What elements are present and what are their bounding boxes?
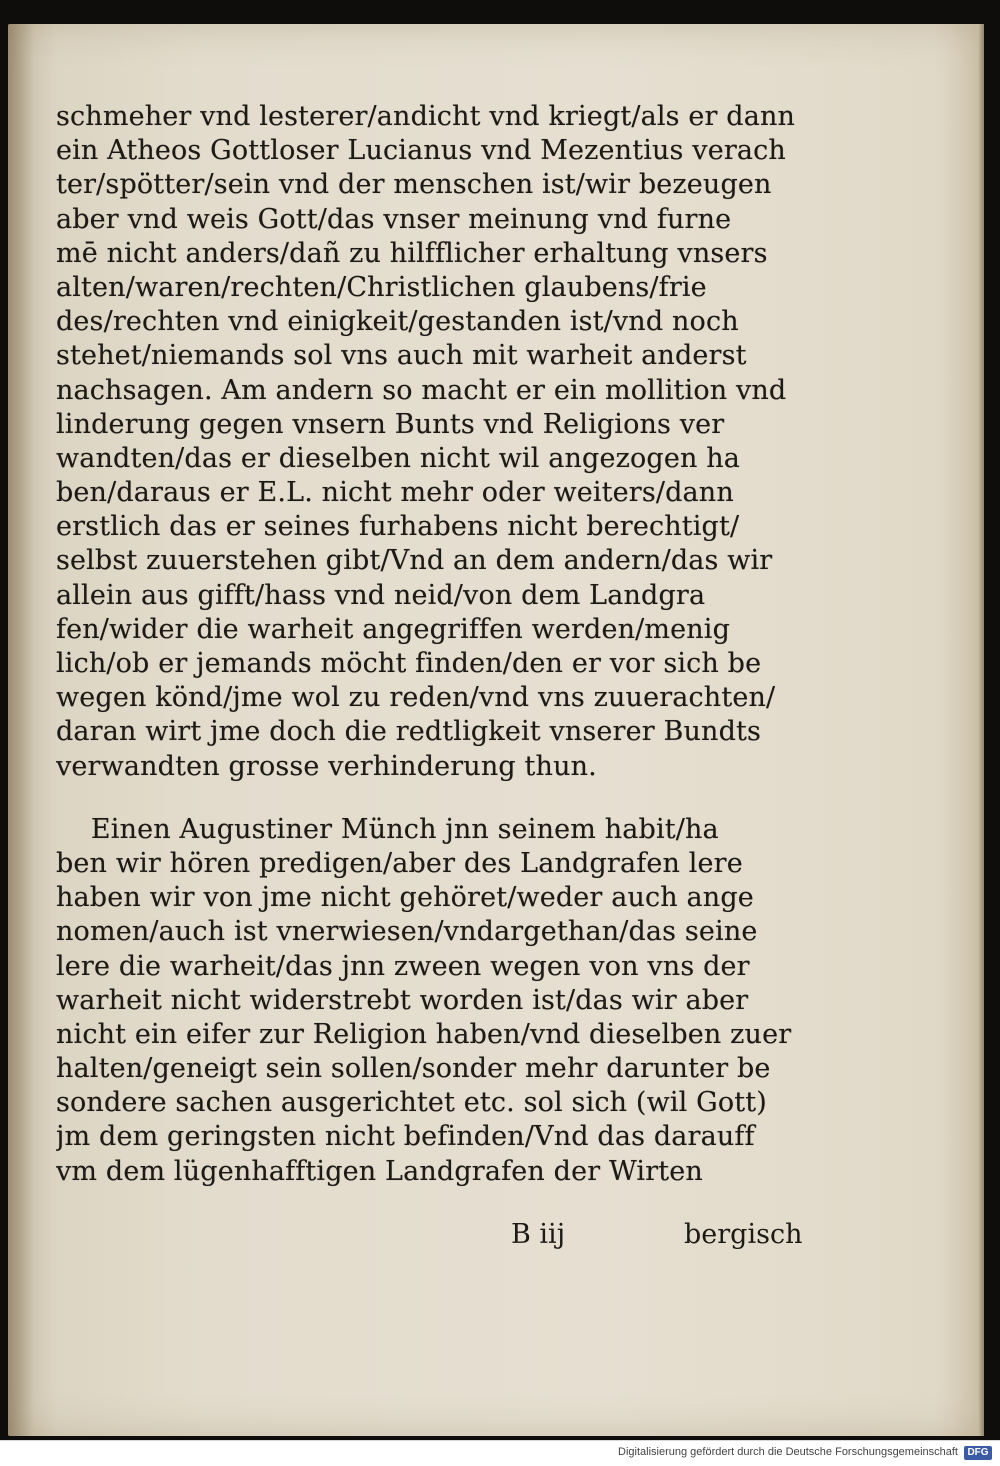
funding-credit: Digitalisierung gefördert durch die Deutsche Forschungsgemeinschaft: [618, 1446, 958, 1458]
text-line: ben/daraus er E.L. nicht mehr oder weiters/dann: [56, 477, 734, 509]
text-line: nachsagen. Am andern so macht er ein mollition vnd: [56, 374, 787, 406]
text-line: alten/waren/rechten/Christlichen glaubens/frie: [56, 271, 707, 303]
paragraph-2: [56, 813, 836, 1189]
text-line: daran wirt jme doch die redtligkeit vnserer Bundts: [56, 716, 762, 748]
page-edge: [978, 24, 984, 1436]
text-line: lich/ob er jemands möcht finden/den er vor sich be: [56, 648, 762, 679]
text-line: des/rechten vnd einigkeit/gestanden ist/vnd noch: [56, 306, 739, 338]
text-line: aber vnd weis Gott/das vnser meinung vnd furne: [56, 203, 732, 235]
text-line: verwandten grosse verhinderung thun.: [56, 750, 597, 782]
text-line: schmeher vnd lesterer/andicht vnd kriegt/als er dann: [56, 101, 796, 132]
page-text: [56, 100, 836, 1189]
text-line: linderung gegen vnsern Bunts vnd Religions ver: [56, 408, 725, 440]
text-line: mē nicht anders/dañ zu hilfflicher erhaltung vnsers: [56, 237, 768, 269]
signature-mark: B iij: [511, 1219, 566, 1250]
text-line: Einen Augustiner Münch jnn seinem habit/ha: [56, 813, 719, 845]
catchword: bergisch: [684, 1219, 803, 1250]
text-line: wandten/das er dieselben nicht wil angezogen ha: [56, 442, 741, 474]
text-line: sondere sachen ausgerichtet etc. sol sich (wil Gott): [56, 1087, 767, 1119]
paragraph-1: [56, 100, 836, 784]
text-line: allein aus gifft/hass vnd neid/von dem Landgra: [56, 579, 706, 611]
text-line: haben wir von jme nicht gehöret/weder auch ange: [56, 882, 754, 914]
text-line: stehet/niemands sol vns auch mit warheit anderst: [56, 340, 747, 372]
text-line: ein Atheos Gottloser Lucianus vnd Mezentius verach: [56, 135, 786, 167]
text-line: jm dem geringsten nicht befinden/Vnd das darauff: [56, 1121, 755, 1153]
text-line: selbst zuuerstehen gibt/Vnd an dem andern/das wir: [56, 545, 773, 577]
text-line: nicht ein eifer zur Religion haben/vnd dieselben zuer: [56, 1018, 792, 1050]
text-line: vm dem lügenhafftigen Landgrafen der Wirten: [56, 1155, 703, 1187]
dfg-logo: DFG: [964, 1446, 992, 1460]
text-line: erstlich das er seines furhabens nicht berechtigt/: [56, 511, 740, 543]
text-line: ben wir hören predigen/aber des Landgrafen lere: [56, 847, 743, 879]
text-line: ter/spötter/sein vnd der menschen ist/wir bezeugen: [56, 169, 772, 201]
book-page: [8, 24, 984, 1436]
text-line: warheit nicht widerstrebt worden ist/das wir aber: [56, 984, 749, 1016]
funding-footer: [0, 1440, 1000, 1466]
text-line: fen/wider die warheit angegriffen werden/menig: [56, 613, 731, 645]
text-line: wegen könd/jme wol zu reden/vnd vns zuuerachten/: [56, 682, 776, 714]
page-footer-marks: [56, 1218, 836, 1252]
text-line: lere die warheit/das jnn zween wegen von vns der: [56, 950, 750, 982]
text-line: halten/geneigt sein sollen/sonder mehr darunter be: [56, 1053, 771, 1085]
text-line: nomen/auch ist vnerwiesen/vndargethan/das seine: [56, 916, 758, 948]
